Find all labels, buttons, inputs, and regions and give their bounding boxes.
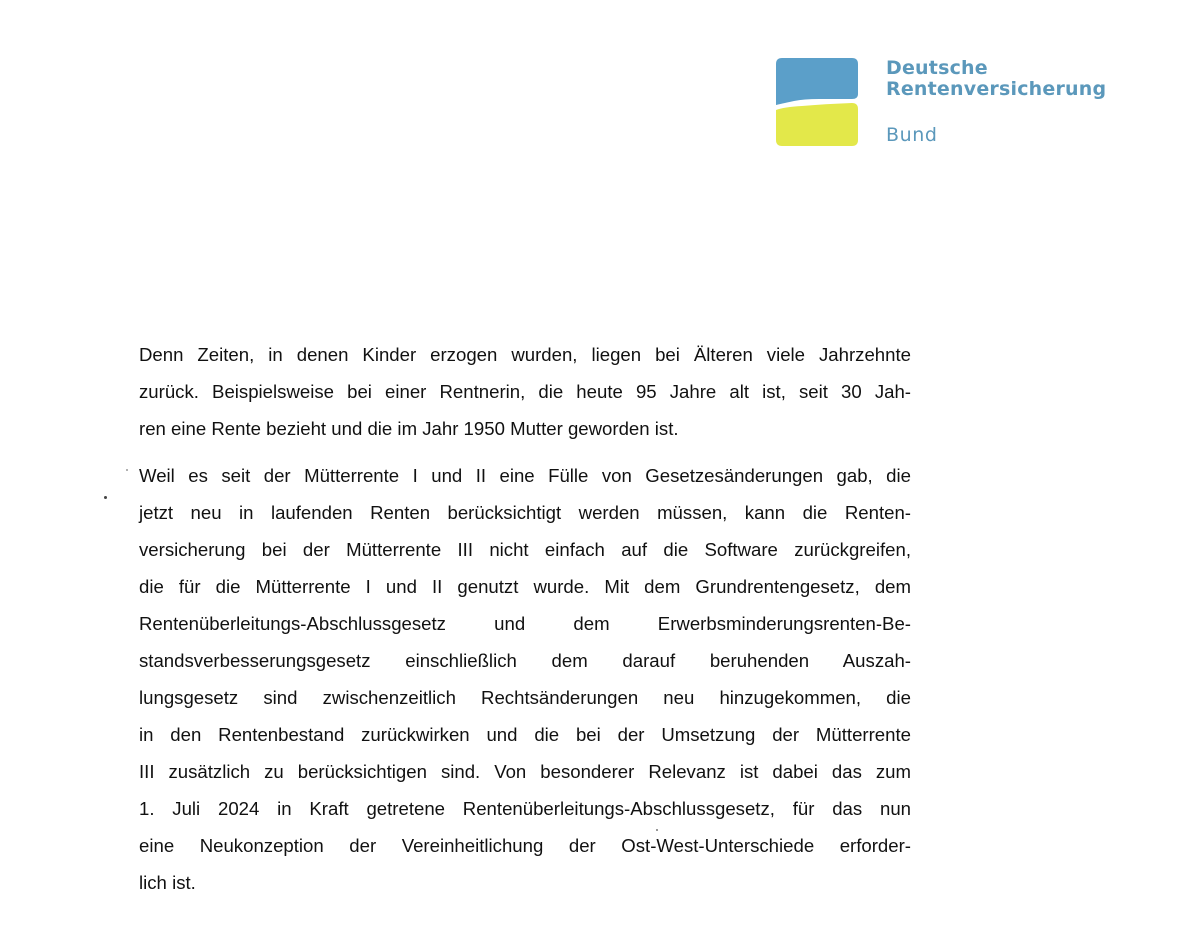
scan-speck [104, 496, 107, 499]
logo-yellow-shape [776, 103, 858, 146]
drv-logo [774, 56, 1107, 156]
text-line: Denn Zeiten, in denen Kinder erzogen wurden, liegen bei Älteren viele Jahrzehnte [139, 344, 911, 365]
body-text [139, 336, 911, 901]
text-line: lungsgesetz sind zwischenzeitlich Rechtsänderungen neu hinzugekommen, die [139, 687, 911, 708]
logo-wordmark [886, 58, 1106, 100]
logo-blue-shape [776, 58, 858, 105]
text-line: versicherung bei der Mütterrente III nicht einfach auf die Software zurückgreifen, [139, 539, 911, 560]
text-line: III zusätzlich zu berücksichtigen sind. Von besonderer Relevanz ist dabei das zum [139, 761, 911, 782]
text-line: jetzt neu in laufenden Renten berücksichtigt werden müssen, kann die Renten- [139, 502, 911, 523]
text-line: lich ist. [139, 872, 196, 893]
text-line: ren eine Rente bezieht und die im Jahr 1950 Mutter geworden ist. [139, 418, 679, 439]
text-line: standsverbesserungsgesetz einschließlich dem darauf beruhenden Auszah- [139, 650, 911, 671]
drv-logo-mark-icon [774, 56, 860, 148]
logo-line-1: Deutsche [886, 57, 988, 79]
text-line: in den Rentenbestand zurückwirken und die bei der Umsetzung der Mütterrente [139, 724, 911, 745]
paragraph-2 [139, 457, 911, 901]
text-line: Rentenüberleitungs-Abschlussgesetz und dem Erwerbsminderungsrenten-Be- [139, 613, 911, 634]
text-line: zurück. Beispielsweise bei einer Rentnerin, die heute 95 Jahre alt ist, seit 30 Jah- [139, 381, 911, 402]
text-line: 1. Juli 2024 in Kraft getretene Rentenüberleitungs-Abschlussgesetz, für das nun [139, 798, 911, 819]
logo-subtitle: Bund [886, 124, 938, 146]
paragraph-1 [139, 336, 911, 447]
logo-line-2: Rentenversicherung [886, 78, 1107, 100]
scan-speck [656, 829, 658, 831]
text-line: die für die Mütterrente I und II genutzt wurde. Mit dem Grundrentengesetz, dem [139, 576, 911, 597]
scan-speck [126, 469, 128, 471]
text-line: Weil es seit der Mütterrente I und II eine Fülle von Gesetzesänderungen gab, die [139, 465, 911, 486]
text-line: eine Neukonzeption der Vereinheitlichung der Ost-West-Unterschiede erforder- [139, 835, 911, 856]
